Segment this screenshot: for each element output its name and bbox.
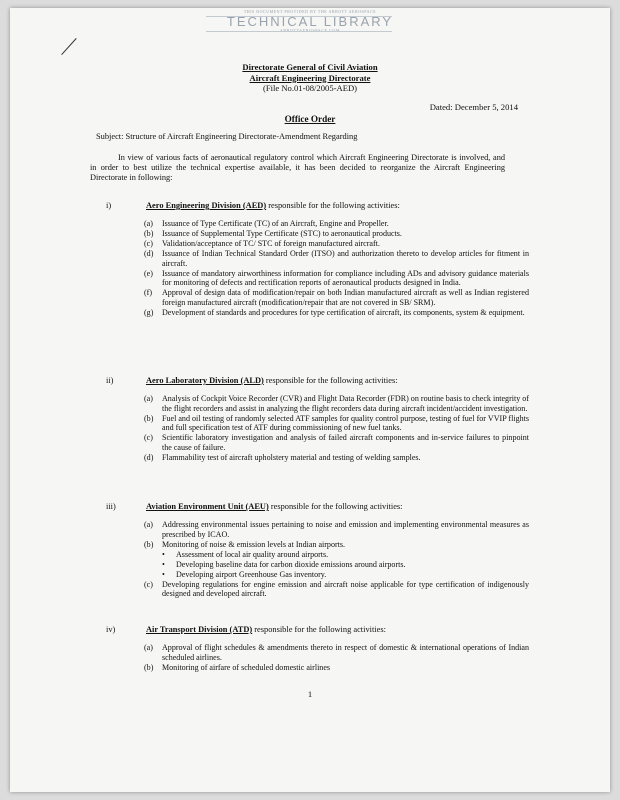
item-label: (e) — [144, 268, 153, 278]
item-label: (f) — [144, 288, 153, 298]
item-label: (c) — [144, 433, 153, 443]
header-line-1: Directorate General of Civil Aviation — [242, 62, 378, 72]
bullet-icon: • — [162, 559, 165, 569]
activity-list — [144, 219, 529, 318]
activity-list — [144, 394, 529, 463]
item-text: Assessment of local air quality around airports. — [176, 549, 329, 559]
bullet-icon: • — [162, 569, 165, 579]
section-title-suffix: responsible for the following activities: — [252, 625, 386, 634]
list-item — [144, 453, 529, 463]
item-text: Developing baseline data for carbon dioxide emissions around airports. — [176, 559, 406, 569]
item-text: Addressing environmental issues pertaining to noise and emission and implementing environmental measures as prescribed by ICAO. — [162, 520, 529, 539]
list-item — [144, 269, 529, 288]
bullet-item — [144, 550, 529, 560]
list-item — [144, 288, 529, 307]
list-item — [144, 580, 529, 599]
header-file-no: (File No.01-08/2005-AED) — [262, 83, 358, 93]
item-label: (b) — [144, 413, 154, 423]
list-item — [144, 643, 529, 662]
item-text: Flammability test of aircraft upholstery material and testing of welding samples. — [162, 452, 421, 462]
item-text: Monitoring of noise & emission levels at Indian airports. — [162, 539, 346, 549]
list-item — [144, 229, 529, 239]
item-label: (a) — [144, 520, 153, 529]
item-text: Monitoring of airfare of scheduled domestic airlines — [162, 662, 331, 672]
item-text: Issuance of mandatory airworthiness information for compliance including ADs and advisory guidance materials for monitoring of defects and rectification reports of aeronautical products designed in India. — [162, 268, 529, 288]
item-label: (g) — [144, 307, 154, 317]
section-title-line — [146, 201, 400, 210]
item-text: Fuel and oil testing of randomly selected ATF samples for quality control purpose, testing of fuel for VVIP flights and full specification test of ATF during commissioning of new fuel tanks. — [162, 413, 529, 433]
list-item — [144, 239, 529, 249]
page-number: 1 — [307, 689, 313, 699]
list-item — [144, 249, 529, 268]
date-line: Dated: December 5, 2014 — [429, 102, 518, 112]
watermark — [10, 10, 610, 33]
header-line-2: Aircraft Engineering Directorate — [249, 72, 371, 83]
bullet-item — [144, 570, 529, 580]
item-text: Issuance of Indian Technical Standard Order (ITSO) and authorization thereto to develop articles for fitment in aircraft. — [162, 248, 529, 268]
section-title: Aero Laboratory Division (ALD) — [146, 376, 264, 385]
list-item — [144, 308, 529, 318]
section-number: iii) — [106, 502, 116, 511]
list-item — [144, 414, 529, 433]
activity-list — [144, 520, 529, 599]
section-title-line — [146, 625, 386, 634]
section-title: Aero Engineering Division (AED) — [146, 201, 267, 210]
item-text: Scientific laboratory investigation and analysis of failed aircraft components and in-service failures to pinpoint the cause of failure. — [162, 433, 529, 452]
watermark-title: TECHNICAL LIBRARY — [226, 14, 394, 29]
item-label: (c) — [144, 579, 153, 589]
list-item — [144, 663, 529, 673]
watermark-site: ABBOTTAEROSPACE.COM — [279, 28, 341, 33]
watermark-top: THIS DOCUMENT PROVIDED BY THE ABBOTT AEROSPACE — [243, 9, 377, 14]
item-text: Issuance of Type Certificate (TC) of an Aircraft, Engine and Propeller. — [162, 219, 389, 228]
bullet-item — [144, 560, 529, 570]
item-text: Issuance of Supplemental Type Certificate (STC) to aeronautical products. — [162, 228, 402, 238]
watermark-frame — [206, 16, 392, 32]
item-label: (d) — [144, 452, 154, 462]
item-text: Approval of flight schedules & amendments thereto in respect of domestic & international operations of Indian scheduled airlines. — [162, 643, 529, 662]
item-label: (b) — [144, 662, 154, 672]
list-item — [144, 520, 529, 539]
section-title-suffix: responsible for the following activities: — [266, 201, 400, 210]
subject-line: Subject: Structure of Aircraft Engineering Directorate-Amendment Regarding — [96, 132, 358, 141]
item-text: Developing airport Greenhouse Gas inventory. — [176, 569, 327, 579]
item-label: (a) — [144, 219, 153, 228]
section-title-line — [146, 376, 398, 385]
section-number: i) — [106, 201, 112, 210]
document-page — [10, 8, 610, 792]
list-item — [144, 219, 529, 229]
item-label: (d) — [144, 248, 154, 258]
list-item — [144, 433, 529, 452]
section-title-suffix: responsible for the following activities: — [263, 376, 398, 385]
letterhead — [10, 62, 610, 94]
section-title: Air Transport Division (ATD) — [146, 625, 253, 634]
list-item — [144, 540, 529, 550]
item-label: (b) — [144, 228, 154, 238]
item-label: (a) — [144, 643, 153, 652]
section-title-line — [146, 502, 403, 511]
item-text: Development of standards and procedures for type certification of aircraft, its components, system & equipment. — [162, 307, 525, 317]
item-text: Approval of design data of modification/repair on both Indian manufactured aircraft as well as Indian registered foreign manufactured aircraft (modification/repair that are not covered in SB/ SRM). — [162, 288, 529, 307]
bullet-icon: • — [162, 549, 165, 559]
item-label: (b) — [144, 539, 154, 549]
section-title-suffix: responsible for the following activities: — [268, 502, 403, 511]
item-text: Validation/acceptance of TC/ STC of foreign manufactured aircraft. — [162, 238, 380, 248]
activity-list — [144, 643, 529, 673]
intro-paragraph: In view of various facts of aeronautical regulatory control which Aircraft Engineering Directorate is involved, and in order to best utilize the technical expertise available, it has been decided to reorganize the Aircraft Engineering Directorate in following: — [90, 153, 505, 183]
item-label: (a) — [144, 394, 153, 403]
section-number: iv) — [106, 625, 116, 634]
list-item — [144, 394, 529, 413]
section-number: ii) — [106, 376, 114, 385]
item-text: Developing regulations for engine emission and aircraft noise applicable for type certification of indigenously designed and developed aircraft. — [162, 579, 529, 599]
section-title: Aviation Environment Unit (AEU) — [146, 502, 269, 511]
item-label: (c) — [144, 238, 153, 248]
item-text: Analysis of Cockpit Voice Recorder (CVR) and Flight Data Recorder (FDR) on routine basis to check integrity of the flight recorders and assist in analyzing the flight recorders data during aircraft incident/accident investigation. — [162, 394, 529, 413]
pen-mark — [61, 38, 77, 55]
office-order-title: Office Order — [284, 114, 336, 124]
